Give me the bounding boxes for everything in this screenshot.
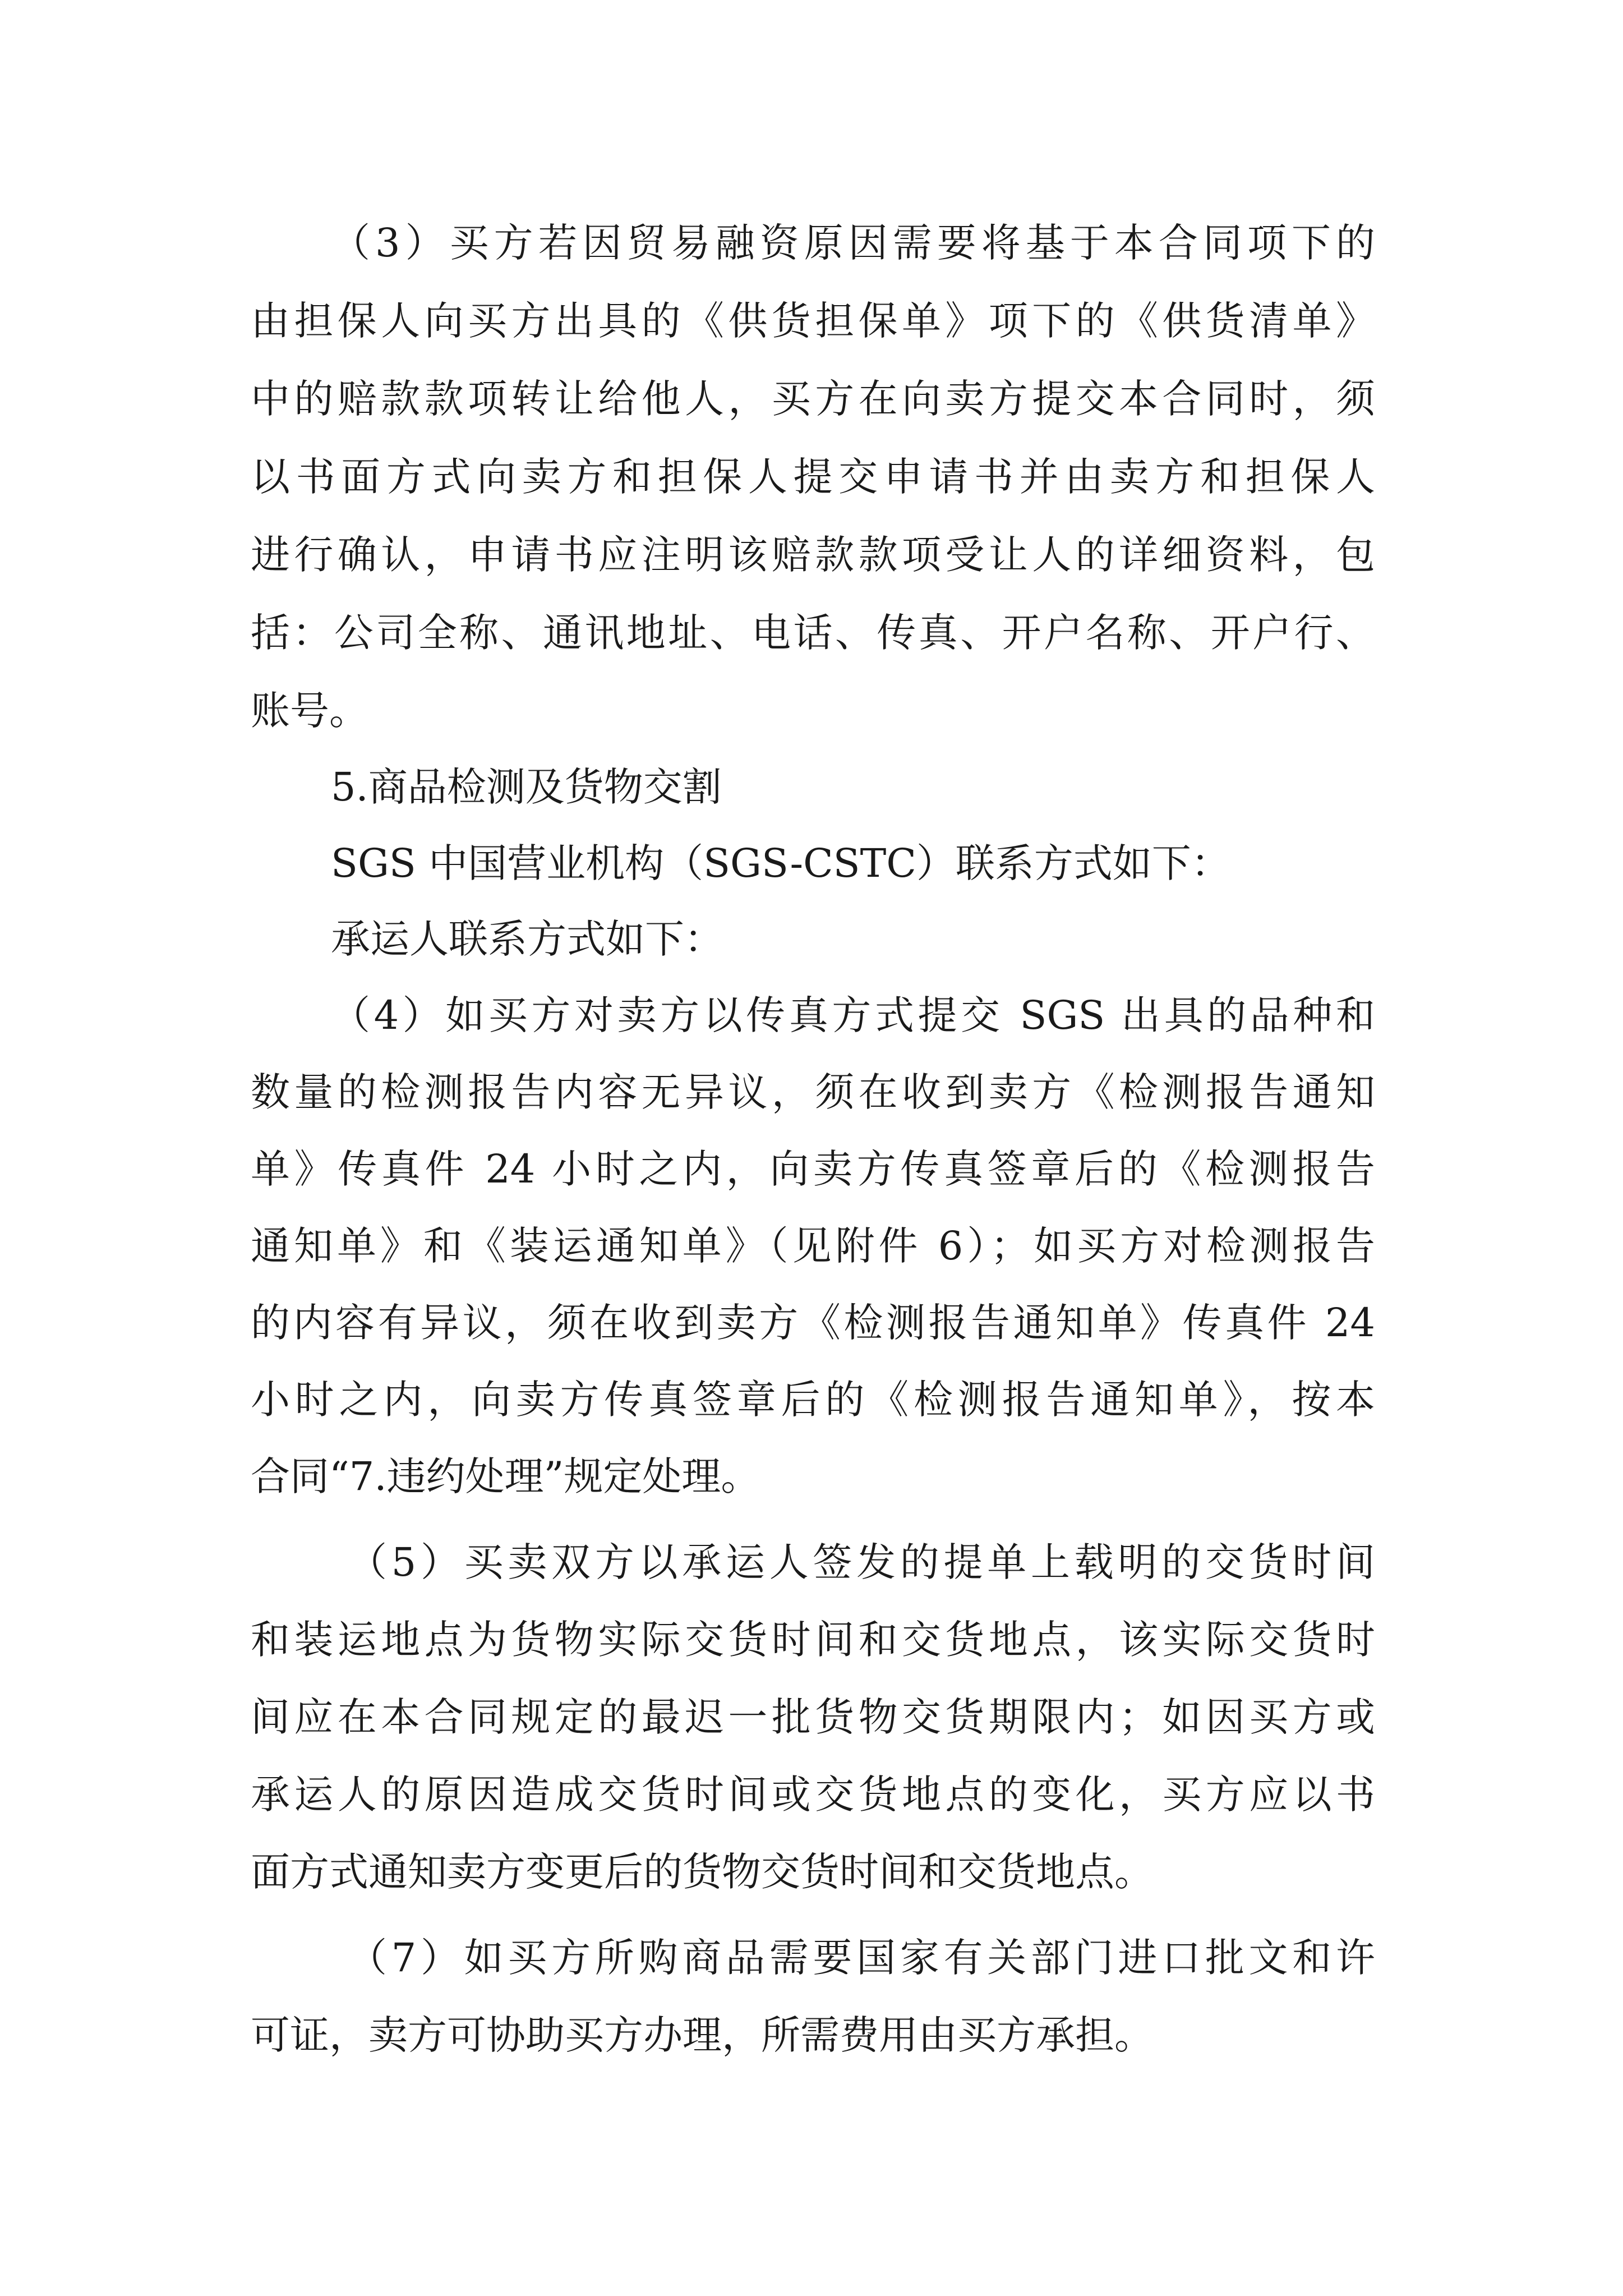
paragraph-line: （3）买方若因贸易融资原因需要将基于本合同项下的 — [331, 220, 1375, 266]
paragraph-line: 以书面方式向卖方和担保人提交申请书并由卖方和担保人 — [251, 454, 1375, 500]
paragraph-line: 通知单》和《装运通知单》（见附件 6）；如买方对检测报告 — [251, 1223, 1375, 1269]
paragraph-line: 可证，卖方可协助买方办理，所需费用由买方承担。 — [251, 2012, 1154, 2058]
paragraph-line: 承运人的原因造成交货时间或交货地点的变化，买方应以书 — [251, 1772, 1375, 1818]
paragraph-line: 单》传真件 24 小时之内，向卖方传真签章后的《检测报告 — [251, 1146, 1375, 1192]
paragraph-line: 数量的检测报告内容无异议，须在收到卖方《检测报告通知 — [251, 1069, 1375, 1115]
paragraph-line: 小时之内，向卖方传真签章后的《检测报告通知单》，按本 — [251, 1377, 1375, 1423]
paragraph-line: 中的赔款款项转让给他人，买方在向卖方提交本合同时，须 — [251, 376, 1375, 422]
paragraph-line: 账号。 — [251, 688, 368, 734]
paragraph-line: 由担保人向买方出具的《供货担保单》项下的《供货清单》 — [251, 298, 1375, 344]
carrier-contact-line: 承运人联系方式如下： — [331, 916, 723, 962]
paragraph-line: 进行确认，申请书应注明该赔款款项受让人的详细资料，包 — [251, 532, 1375, 578]
paragraph-line: （7）如买方所购商品需要国家有关部门进口批文和许 — [348, 1935, 1375, 1981]
sgs-contact-line: SGS 中国营业机构（SGS-CSTC）联系方式如下： — [331, 840, 1230, 886]
paragraph-line: 间应在本合同规定的最迟一批货物交货期限内；如因买方或 — [251, 1694, 1375, 1740]
section-heading: 5.商品检测及货物交割 — [331, 764, 722, 810]
paragraph-line: （5）买卖双方以承运人签发的提单上载明的交货时间 — [348, 1539, 1375, 1585]
paragraph-line: 的内容有异议，须在收到卖方《检测报告通知单》传真件 24 — [251, 1300, 1375, 1346]
paragraph-line: （4）如买方对卖方以传真方式提交 SGS 出具的品种和 — [331, 992, 1375, 1038]
paragraph-line: 面方式通知卖方变更后的货物交货时间和交货地点。 — [251, 1849, 1154, 1895]
paragraph-line: 和装运地点为货物实际交货时间和交货地点，该实际交货时 — [251, 1617, 1375, 1663]
paragraph-line: 合同“7.违约处理”规定处理。 — [251, 1453, 760, 1499]
paragraph-line: 括：公司全称、通讯地址、电话、传真、开户名称、开户行、 — [251, 610, 1375, 656]
